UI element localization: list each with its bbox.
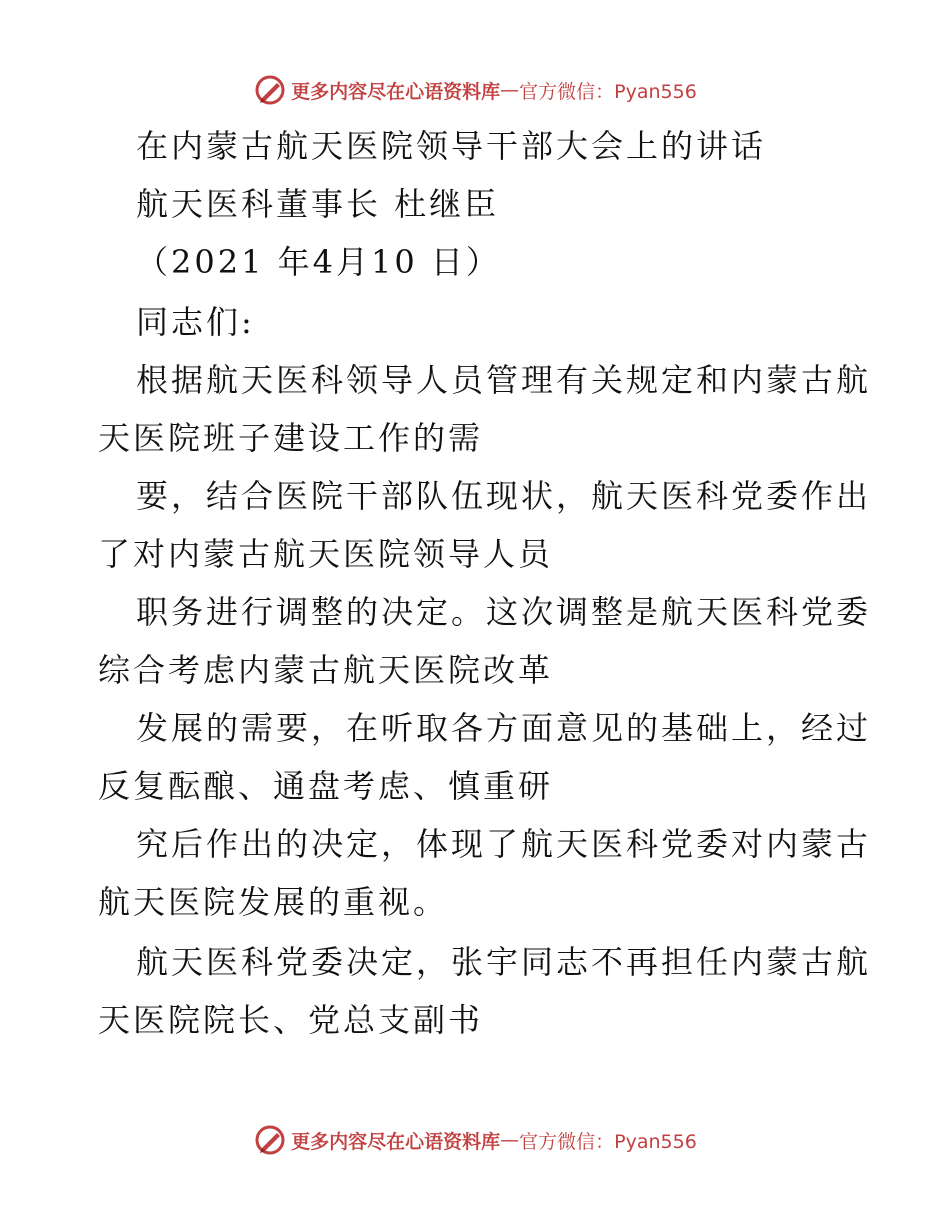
paragraph-5-line-1: 究后作出的决定，体现了航天医科党委对内蒙古 — [136, 825, 872, 863]
speaker-line: 航天医科董事长 杜继臣 — [136, 185, 500, 223]
paragraph-4-line-2: 反复酝酿、通盘考虑、慎重研 — [98, 767, 554, 805]
watermark-dash: — — [500, 79, 520, 101]
salutation: 同志们: — [136, 303, 255, 341]
paragraph-3-line-2: 综合考虑内蒙古航天医院改革 — [98, 651, 554, 689]
watermark-wechat: 官方微信：Pyan556 — [519, 1130, 697, 1153]
watermark-dash: — — [500, 1129, 520, 1151]
watermark-text: 更多内容尽在心语资料库 — [291, 80, 501, 103]
paragraph-4-line-1: 发展的需要，在听取各方面意见的基础上，经过 — [136, 709, 872, 747]
paragraph-5-line-2: 航天医院发展的重视。 — [98, 883, 449, 921]
date-line: （2021 年4月10 日） — [136, 243, 501, 281]
watermark-footer — [0, 1120, 950, 1160]
paragraph-2-line-1: 要，结合医院干部队伍现状，航天医科党委作出 — [136, 477, 872, 515]
watermark-wechat: 官方微信：Pyan556 — [519, 80, 697, 103]
paragraph-6-line-1: 航天医科党委决定，张宇同志不再担任内蒙古航 — [136, 943, 872, 981]
paragraph-3-line-1: 职务进行调整的决定。这次调整是航天医科党委 — [136, 593, 872, 631]
pen-logo-icon — [253, 73, 287, 107]
pen-logo-icon — [253, 1123, 287, 1157]
document-title: 在内蒙古航天医院领导干部大会上的讲话 — [136, 127, 767, 165]
paragraph-1-line-1: 根据航天医科领导人员管理有关规定和内蒙古航 — [136, 361, 872, 399]
paragraph-2-line-2: 了对内蒙古航天医院领导人员 — [98, 535, 554, 573]
watermark-header — [0, 70, 950, 110]
paragraph-6-line-2: 天医院院长、党总支副书 — [98, 1001, 484, 1039]
paragraph-1-line-2: 天医院班子建设工作的需 — [98, 419, 484, 457]
watermark-text: 更多内容尽在心语资料库 — [291, 1130, 501, 1153]
